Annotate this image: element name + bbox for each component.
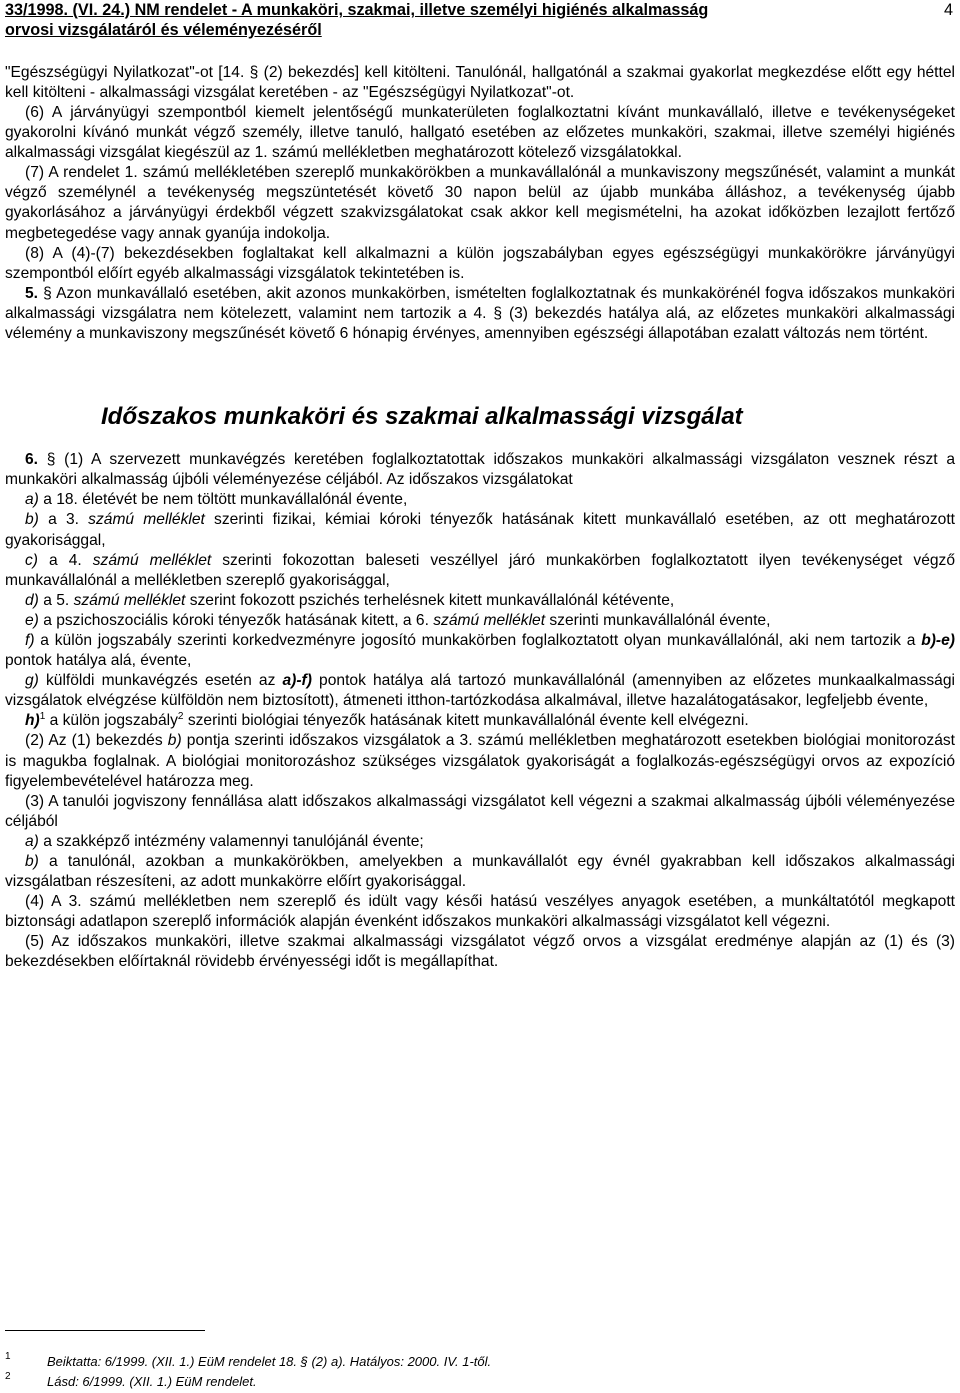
list-item-3a: a) a szakképző intézmény valamennyi tanulójánál évente;: [25, 832, 424, 850]
list-item-d: d) a 5. számú melléklet szerint fokozott pszichés terhelésnek kitett munkavállalónál kétévente,: [25, 591, 675, 609]
list-item-h: h)$^1$ a külön jogszabály$^2$ szerinti biológiai tényezők hatásának kitett munkavállalónál évente kell elvégezni.: [25, 711, 749, 730]
header-title-line2: orvosi vizsgálatáról és véleményezéséről: [5, 21, 322, 40]
footnote-1: 1 Beiktatta: 6/1999. (XII. 1.) EüM rendelet 18. § (2) a). Hatályos: 2000. IV. 1-től.: [5, 1351, 492, 1369]
section-5-number: 5.: [25, 284, 39, 302]
page-number: 4: [943, 1, 953, 19]
footnote-ref-2[interactable]: 2: [177, 711, 184, 723]
section-6: [5, 450, 955, 972]
footnote-divider: [5, 1330, 205, 1331]
section-6-intro: 6. § (1) A szervezett munkavégzés keretében foglalkoztatottak időszakos munkaköri alkalmassági vizsgálaton vesznek részt a munkaköri alkalmasság újbóli véleményezése céljából. Az időszakos vizsgálatokat: [5, 451, 955, 489]
paragraph-8: (8) A (4)-(7) bekezdésekben foglaltakat kell alkalmazni a külön jogszabályban egyes egészségügyi munkakörökre járványügyi szempontból előírt egyéb alkalmassági vizsgálatok tekintetében is.: [5, 244, 955, 282]
page-header: [5, 0, 955, 41]
footnote-2: 2 Lásd: 6/1999. (XII. 1.) EüM rendelet.: [5, 1371, 257, 1389]
list-item-e: e) a pszichoszociális kóroki tényezők hatásának kitett, a 6. számú melléklet szerinti munkavállalónál évente,: [25, 611, 771, 629]
paragraph-6: (6) A járványügyi szempontból kiemelt jelentőségű munkaterületen foglalkoztatni kívánt munkavállaló, illetve e tevékenységeket gyakorolni kívánó munkát végző személy, illetve tanuló, hallgató esetében az előzetes munkaköri, szakmai, illetve személyi higiénés alkalmassági vizsgálat kiegészül az 1. számú mellékletben meghatározott kötelező vizsgálatokkal.: [5, 104, 955, 162]
section-5: [5, 284, 955, 344]
header-title-line1: 33/1998. (VI. 24.) NM rendelet - A munkaköri, szakmai, illetve személyi higiénés alkalmasság: [5, 1, 709, 19]
list-item-3b: b) a tanulónál, azokban a munkakörökben, amelyekben a munkavállalót egy évnél gyakrabban kell időszakos alkalmassági vizsgálatban részesíteni, az adott munkakörre előírt gyakorisággal.: [5, 853, 955, 891]
paragraph-p1: "Egészségügyi Nyilatkozat"-ot [14. § (2) bekezdés] kell kitölteni. Tanulónál, hallgatónál a szakmai gyakorlat megkezdése előtt egy héttel kell kitölteni - alkalmassági vizsgálat keretében - az "Egészségügyi Nyilatkozat"-ot.: [5, 63, 955, 101]
section-5-text: § Azon munkavállaló esetében, akit azonos munkakörben, ismételten foglalkoztatnak és munkakörénél fogva időszakos munkaköri alkalmassági vizsgálatra nem kötelezett, valamint nem tartozik a 4. § (3) bekezdés hatálya alá, az előzetes munkaköri alkalmassági vélemény a munkaviszony megszűnését követő 6 hónapig érvényes, amennyiben egészségi állapotában ezalatt változás nem történt.: [5, 284, 955, 343]
paragraph-7: (7) A rendelet 1. számú mellékletében szereplő munkakörökben a munkavállalónál a munkaviszony megszűnését, valamint a munkát végző személynél a tevékenység megszüntetését követő 30 napon belül az újabb munkába álláshoz, a tevékenység újabb gyakorlásához a járványügyi érdekből végzett szakvizsgálatokat csak akkor kell megismételni, ha azokat időközben lezajlott fertőző megbetegedése vagy annak gyanúja indokolja.: [5, 164, 955, 242]
footnote-ref-1[interactable]: 1: [39, 711, 46, 723]
list-item-b: b) a 3. számú melléklet szerinti fizikai, kémiai kóroki tényezők hatásának kitett munkavállaló esetében, az ott meghatározott gyakorisággal,: [5, 511, 955, 549]
list-item-a: a) a 18. életévét be nem töltött munkavállalónál évente,: [25, 491, 408, 509]
document-body: [5, 63, 955, 973]
section-6-paragraph-4: (4) A 3. számú mellékletben nem szereplő és idült vagy késői hatású veszélyes anyagok esetében, a munkáltatótól megkapott biztonsági adatlapon szereplő információk alapján évenként időszakos munkaköri alkalmassági vizsgálatot kell végezni.: [5, 893, 955, 931]
section-title: Időszakos munkaköri és szakmai alkalmassági vizsgálat: [101, 403, 743, 431]
section-6-paragraph-5: (5) Az időszakos munkaköri, illetve szakmai alkalmassági vizsgálatot végző orvos a vizsgálat eredménye alapján az (1) és (3) bekezdésekben előírtaknál rövidebb érvényességi időt is megállapíthat.: [5, 933, 955, 971]
list-item-c: c) a 4. számú melléklet szerinti fokozottan baleseti veszéllyel járó munkakörben foglalkoztatott ilyen tevékenységet végző munkavállalónál a mellékletben szereplő gyakorisággal,: [5, 551, 956, 589]
section-6-paragraph-2: (2) Az (1) bekezdés b) pontja szerinti időszakos vizsgálatok a 3. számú mellékletben meghatározott esetekben biológiai monitorozást is magukba foglalnak. A biológiai monitorozáshoz szükséges vizsgálatok gyakoriságát a foglalkozás-egészségügyi orvos az expozíció figyelembevételével határozza meg.: [5, 732, 955, 790]
list-item-g: g) külföldi munkavégzés esetén az a)-f) pontok hatálya alá tartozó munkavállalónál (amennyiben az előzetes munkaalkalmassági vizsgálatok elvégzése külföldön nem biztosított), átmeneti itthon-tartózkodása alkalmával, illetve hazalátogatásakor, legfeljebb évente,: [5, 672, 955, 710]
section-6-number: 6.: [25, 451, 39, 469]
list-item-f: f) a külön jogszabály szerinti korkedvezményre jogosító munkakörben foglalkoztatott olyan munkavállalónál, aki nem tartozik a b)-e) pontok hatálya alá, évente,: [5, 631, 955, 670]
section-6-paragraph-3: (3) A tanulói jogviszony fennállása alatt időszakos alkalmassági vizsgálatot kell végezni a szakmai alkalmasság újbóli véleményezése céljából: [5, 792, 955, 830]
header-title: [5, 0, 915, 41]
